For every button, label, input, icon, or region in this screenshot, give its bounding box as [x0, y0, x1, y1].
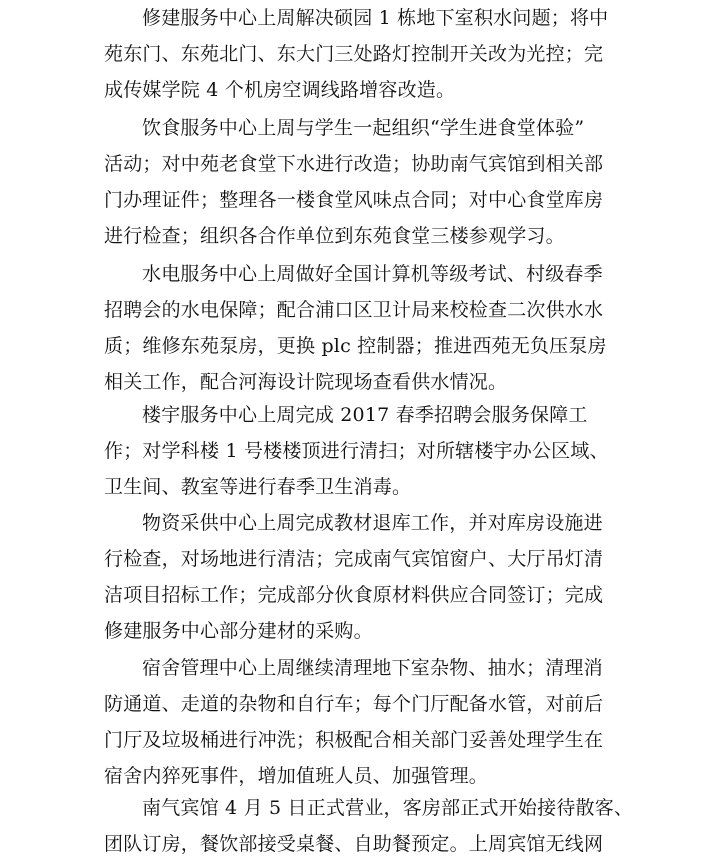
text-line: 南气宾馆 4 月 5 日正式营业，客房部正式开始接待散客、	[142, 797, 634, 819]
text-line: 相关工作，配合河海设计院现场查看供水情况。	[104, 371, 508, 393]
text-line: 进行检查；组织各合作单位到东苑食堂三楼参观学习。	[104, 225, 565, 247]
paragraph-procurement-center	[104, 505, 603, 649]
paragraph-dormitory-center	[104, 650, 603, 794]
text-line: 修建服务中心上周解决硕园 1 栋地下室积水问题；将中	[142, 7, 609, 29]
paragraph-construction-center	[104, 0, 608, 108]
text-line: 行检查，对场地进行清洁；完成南气宾馆窗户、大厅吊灯清	[104, 548, 604, 570]
text-line: 作；对学科楼 1 号楼楼顶进行清扫；对所辖楼宇办公区域、	[104, 440, 609, 462]
text-line: 门办理证件；整理各一楼食堂风味点合同；对中心食堂库房	[104, 189, 604, 211]
text-line: 修建服务中心部分建材的采购。	[104, 620, 373, 642]
text-line: 物资采供中心上周完成教材退库工作，并对库房设施进	[142, 512, 603, 534]
text-line: 质；维修东苑泵房，更换 plc 控制器；推进西苑无负压泵房	[104, 335, 607, 357]
text-line: 防通道、走道的杂物和自行车；每个门厅配备水管，对前后	[104, 693, 604, 715]
text-line: 门厅及垃圾桶进行冲洗；积极配合相关部门妥善处理学生在	[104, 729, 604, 751]
paragraph-nanqi-hotel	[104, 790, 633, 862]
text-line: 成传媒学院 4 个机房空调线路增容改造。	[104, 79, 456, 101]
paragraph-utilities-center	[104, 256, 607, 400]
text-line: 宿舍管理中心上周继续清理地下室杂物、抽水；清理消	[142, 657, 603, 679]
paragraph-building-services-center	[104, 397, 609, 505]
text-line: 卫生间、教室等进行春季卫生消毒。	[104, 476, 412, 498]
text-line: 团队订房，餐饮部接受桌餐、自助餐预定。上周宾馆无线网	[104, 833, 604, 855]
text-line: 饮食服务中心上周与学生一起组织“学生进食堂体验”	[142, 117, 585, 139]
text-line: 苑东门、东苑北门、东大门三处路灯控制开关改为光控；完	[104, 43, 604, 65]
text-line: 楼宇服务中心上周完成 2017 春季招聘会服务保障工	[142, 404, 588, 426]
text-line: 水电服务中心上周做好全国计算机等级考试、村级春季	[142, 263, 603, 285]
text-line: 洁项目招标工作；完成部分伙食原材料供应合同签订；完成	[104, 584, 604, 606]
paragraph-catering-center	[104, 110, 603, 254]
text-line: 活动；对中苑老食堂下水进行改造；协助南气宾馆到相关部	[104, 153, 604, 175]
text-line: 招聘会的水电保障；配合浦口区卫计局来校检查二次供水水	[104, 299, 604, 321]
text-line: 宿舍内猝死事件，增加值班人员、加强管理。	[104, 765, 489, 787]
